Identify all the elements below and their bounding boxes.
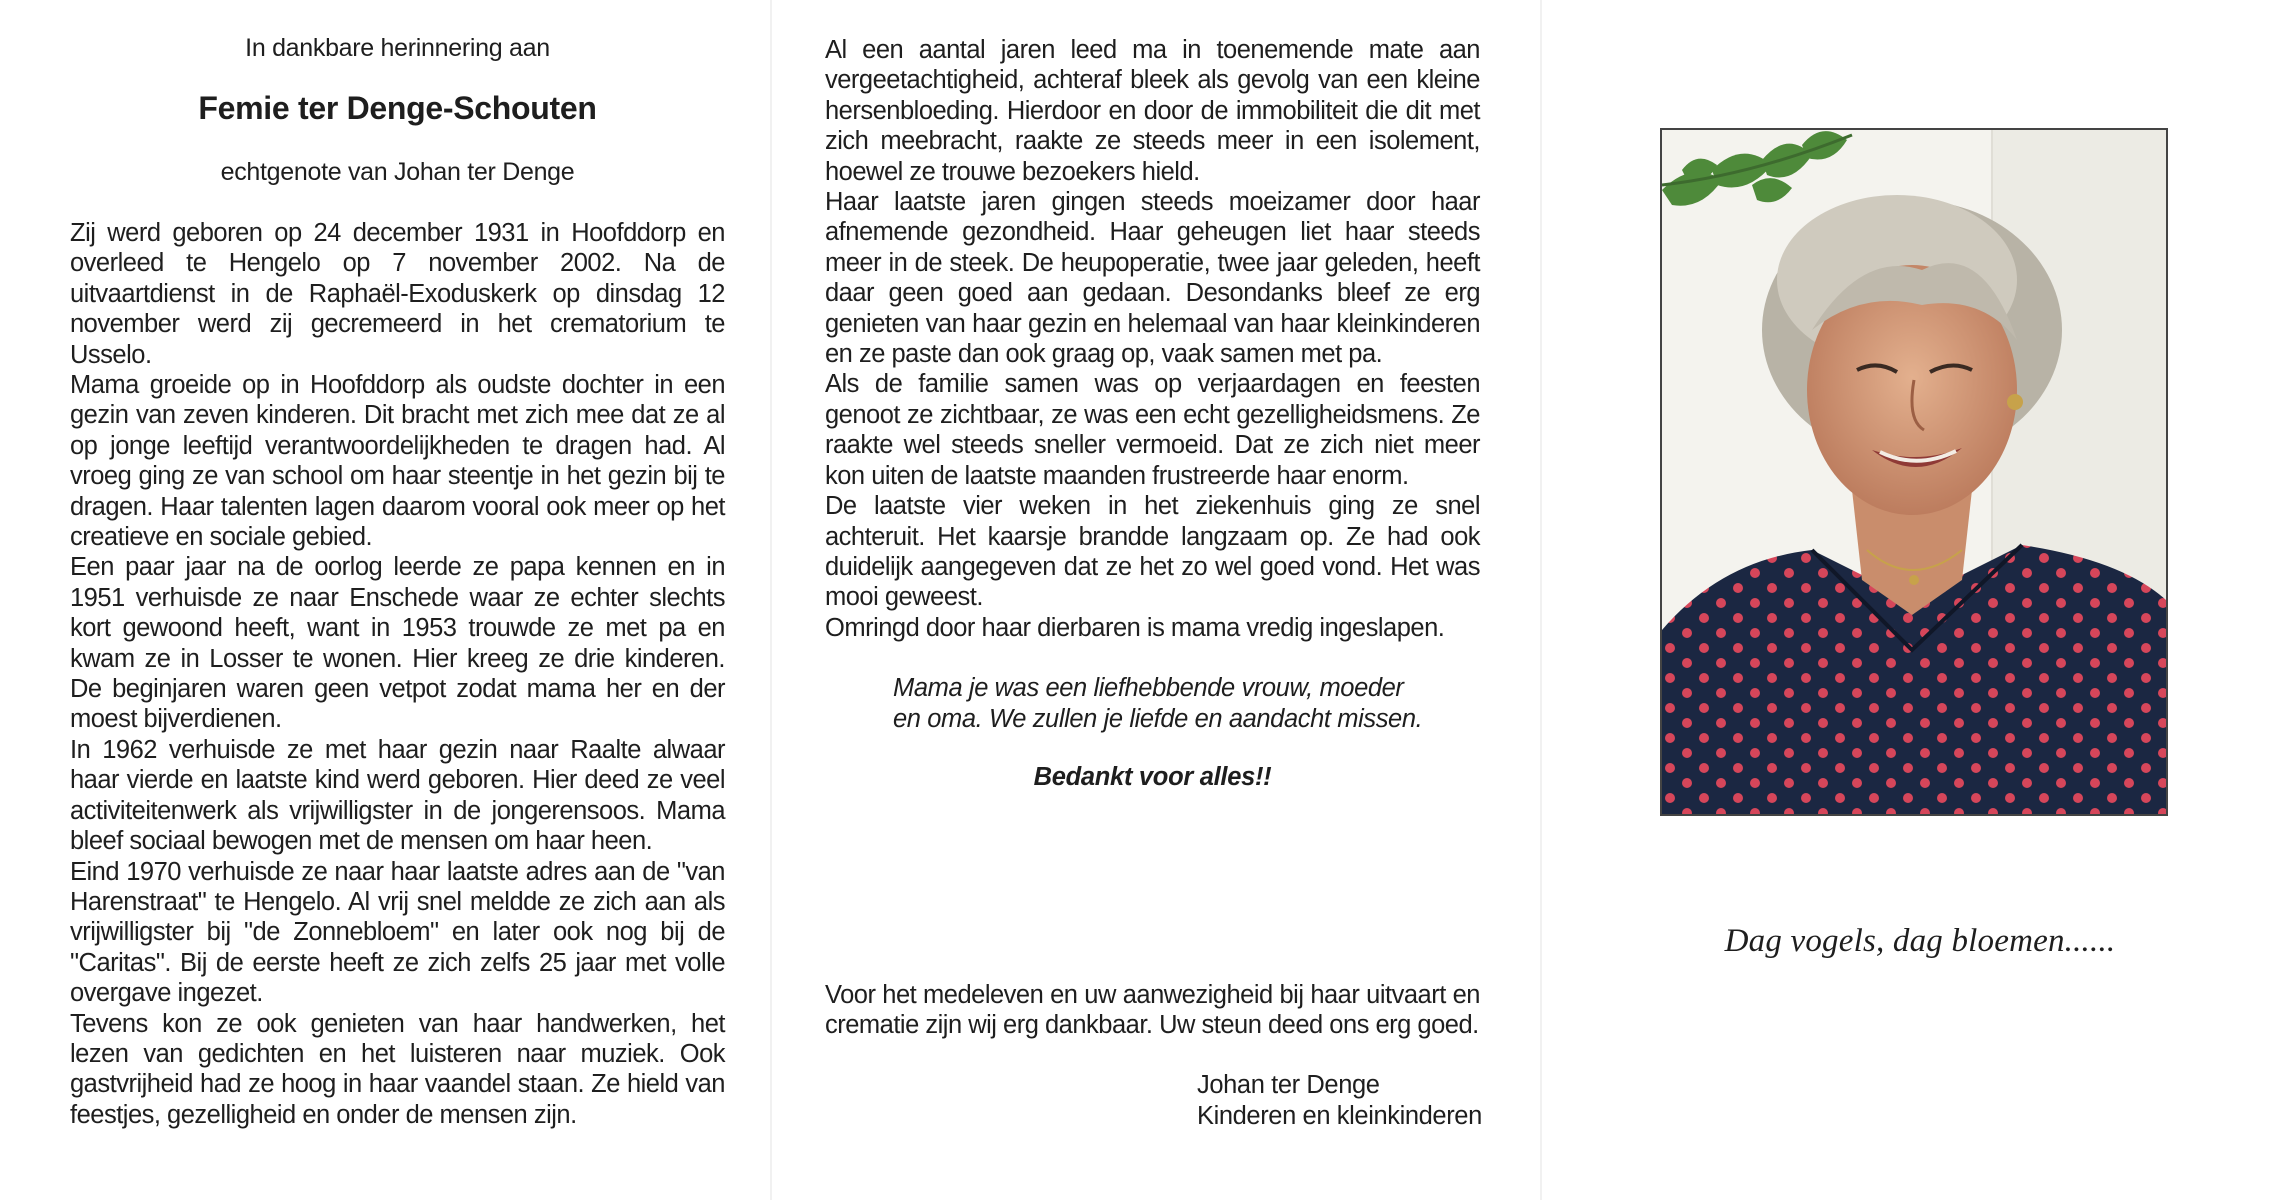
motto: Dag vogels, dag bloemen...... [1724, 923, 2116, 959]
life-paragraph: Mama groeide op in Hoofddorp als oudste dochter in een gezin van zeven kinderen. Dit bracht met zich mee dat ze al op jonge leeftijd verantwoordelijkheden te dragen had. Al vroeg ging ze van school om haar steentje in het gezin bij te dragen. Haar talenten lagen daarom vooral ook meer op het creatieve en sociale gebied. [70, 371, 725, 552]
life-paragraph: Een paar jaar na de oorlog leerde ze papa kennen en in 1951 verhuisde ze naar Enschede waar ze echter slechts kort gewoond heeft, want in 1953 trouwde ze met pa en kwam ze in Losser te wonen. Hier kreeg ze drie kinderen. De beginjaren waren geen vetpot zodat mama her en der moest bijverdienen. [70, 553, 725, 734]
later-paragraph: Haar laatste jaren gingen steeds moeizamer door haar afnemende gezondheid. Haar geheugen liet haar steeds meer in de steek. De heupoperatie, twee jaar geleden, heeft daar geen goed aan gedaan. Desondanks bleef ze erg genieten van haar gezin en helemaal van haar kleinkinderen en ze paste dan ook graag op, vaak samen met pa. [825, 188, 1480, 369]
life-paragraph: Tevens kon ze ook genieten van haar handwerken, het lezen van gedichten en het luisteren naar muziek. Ook gastvrijheid had ze hoog in haar vaandel staan. Ze hield van feestjes, gezelligheid en onder de mensen zijn. [70, 1009, 725, 1129]
later-paragraph: Al een aantal jaren leed ma in toenemende mate aan vergeetachtigheid, achteraf bleek als gevolg van een kleine hersenbloeding. Hierdoor en door de immobiliteit die dit met zich meebracht, raakte ze steeds meer in een isolement, hoewel ze trouwe bezoekers hield. [825, 36, 1480, 186]
thanks-line: Bedankt voor alles!! [1033, 763, 1272, 791]
fold-line-right [1540, 0, 1542, 1200]
paragraph-text: Zij werd geboren op 24 december 1931 in Hoofddorp en overleed te Hengelo op 7 november 2002. Na de uitvaartdienst in de Raphaël-Exoduskerk op dinsdag 12 november werd zij gecremeerd in het crematorium te Usselo. [70, 219, 725, 369]
portrait-illustration [1662, 130, 2166, 814]
poem-line: en oma. We zullen je liefde en aandacht missen. [893, 704, 1423, 733]
later-paragraph: De laatste vier weken in het ziekenhuis ging ze snel achteruit. Het kaarsje brandde langzaam op. Ze had ook duidelijk aangegeven dat ze het zo wel goed vond. Het was mooi geweest. [825, 492, 1480, 612]
fold-line-left [770, 0, 772, 1200]
poem [893, 673, 1453, 734]
birth-paragraph [70, 218, 725, 370]
signature-name: Johan ter Denge [1197, 1071, 1380, 1099]
later-paragraph: Omringd door haar dierbaren is mama vredig ingeslapen. [825, 613, 1445, 642]
life-paragraph: In 1962 verhuisde ze met haar gezin naar Raalte alwaar haar vierde en laatste kind werd geboren. Hier deed ze veel activiteitenwerk als vrijwilligster in de jongerensoos. Mama bleef sociaal bewogen met de mensen om haar heen. [70, 735, 725, 856]
later-years-text [825, 35, 1480, 643]
later-paragraph: Als de familie samen was op verjaardagen en feesten genoot ze zichtbaar, ze was een echt gezelligheidsmens. Ze raakte wel steeds sneller vermoeid. Dat ze zich niet meer kon uiten de laatste maanden frustreerde haar enorm. [825, 370, 1480, 490]
gratitude-paragraph: Voor het medeleven en uw aanwezigheid bij haar uitvaart en crematie zijn wij erg dankbaar. Uw steun deed ons erg goed. [825, 981, 1480, 1040]
signature-family: Kinderen en kleinkinderen [1197, 1102, 1482, 1130]
poem-line: Mama je was een liefhebbende vrouw, moeder [893, 674, 1404, 702]
life-story [70, 370, 725, 1130]
signature [1197, 1070, 1482, 1132]
intro-line: In dankbare herinnering aan [245, 34, 550, 62]
life-paragraph: Eind 1970 verhuisde ze naar haar laatste adres aan de "van Harenstraat" te Hengelo. Al vrij snel meldde ze zich aan als vrijwilligster bij "de Zonnebloem" en later ook nog bij de "Caritas". Bij de eerste heeft ze zich zelfs 25 jaar met volle overgave ingezet. [70, 857, 725, 1008]
spouse-line: echtgenote van Johan ter Denge [220, 158, 575, 186]
portrait-photo [1660, 128, 2168, 816]
deceased-name: Femie ter Denge-Schouten [198, 90, 597, 126]
